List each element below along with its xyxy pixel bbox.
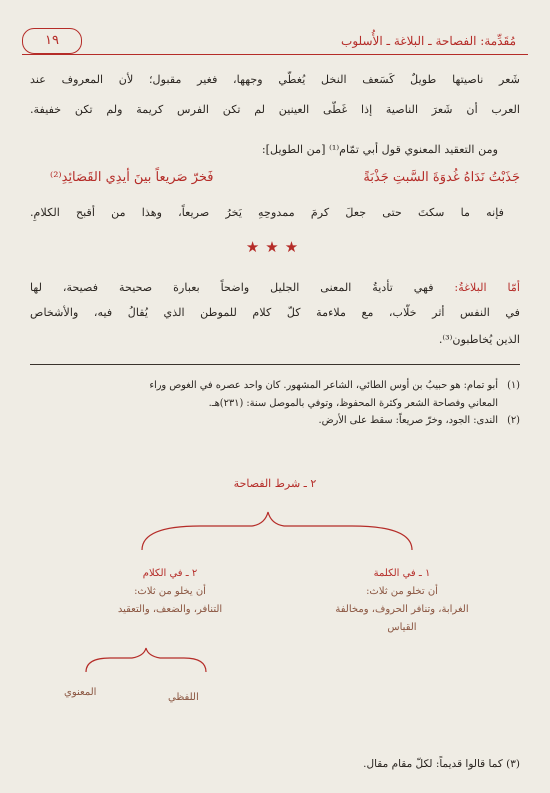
footnote-text: كما قالوا قديماً: لكلّ مقام مقال. (363, 758, 503, 770)
branch-speech-heading: ٢ ـ في الكلام (142, 568, 198, 579)
body-line: العرب أن شَعرَ الناصية إذا غَطّى العينين لم تكن الفرس كريمة ولم تكن خفيفة. (30, 103, 520, 116)
diagram-label-verbal: اللفظي (168, 692, 199, 703)
footnote-text: أبو تمام: هو حبيبُ بن أوس الطائي، الشاعر المشهور. كان واحد عصره في الغوص وراء (149, 380, 498, 391)
diagram-sub-brace (86, 648, 206, 672)
balagha-term: أمّا البلاغةُ: (454, 281, 520, 294)
body-line: فإنه ما سكتَ حتى جعلَ كرمَ ممدوحِهِ يَخرُ صريعاً، وهذا من أقبح الكلامِ. (30, 206, 504, 219)
footnote-line: المعاني وفصاحة الشعر وكثرة المحفوظ، وتوفي بالموصل سنة: (٢٣١)هـ. (208, 398, 498, 409)
diagram-label-semantic: المعنوي (64, 687, 97, 698)
diagram-title: ٢ ـ شرط الفصاحة (233, 477, 317, 490)
body-line: في النفس أثر خلّاب، مع ملاءمة كلّ كلام للموطن الذي يُقالُ فيه، والأشخاص (30, 306, 520, 319)
footnote-number: (٢) (507, 415, 520, 426)
header-title: مُقَدِّمة: الفصاحة ـ البلاغة ـ الأُسلوب (341, 34, 516, 48)
verse-second-hemistich: فَخرّ صَريعاً بينَ أيدِي القَصَائِدِ⁽²⁾ (50, 170, 214, 185)
branch-word-item: القياس (387, 622, 417, 633)
branch-word-sub: أن تخلو من ثلاث: (366, 586, 438, 597)
footnote-number: (٣) (506, 758, 520, 770)
branch-word-item: الغرابة، وتنافر الحروف، ومخالفة (335, 604, 469, 615)
branch-speech-item: التنافر، والضعف، والتعقيد (117, 604, 223, 615)
body-line: الذين يُخاطبون⁽³⁾. (438, 333, 520, 346)
diagram-main-brace (142, 512, 412, 550)
footnote-3 (363, 758, 520, 770)
branch-speech-sub: أن يخلو من ثلاث: (134, 586, 206, 597)
body-line: ومن التعقيد المعنوي قول أبي تمّام⁽¹⁾ [من الطويل]: (261, 143, 498, 156)
body-line: شَعر ناصيتها طويلٌ كَسَعف النخل يُغطّي وجهها، فغير مقبول؛ لأن المعروف عند (30, 73, 520, 86)
verse-first-hemistich: جَذَبْتُ نَدَاهُ غُدوَةَ السَّبتِ جَذْبَةً (363, 170, 520, 185)
branch-word-heading: ١ ـ في الكلمة (373, 568, 431, 579)
diagram-branch-speech (70, 565, 270, 619)
diagram-branch-word (302, 565, 502, 637)
footnote-text: الندى: الجود، وخرّ صريعاً: سقط على الأرض. (318, 415, 498, 426)
page-number: ١٩ (22, 28, 82, 54)
balagha-text: فهي تأديةُ المعنى الجليل واضحاً بعبارة صحيحة فصيحة، لها (30, 281, 434, 294)
footnote-number: (١) (507, 380, 520, 391)
section-separator-stars: ★★★ (245, 238, 305, 256)
